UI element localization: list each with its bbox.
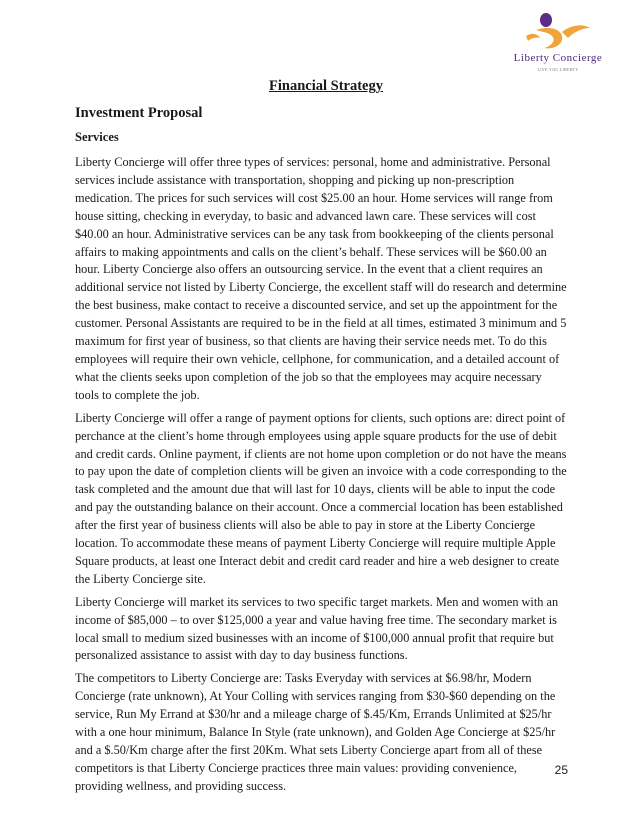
subsection-heading: Services <box>75 130 119 144</box>
paragraph-markets: Liberty Concierge will market its services to two specific target markets. Men and women with an income of $85,000 – to over $125,000 a year and value having free time. The secondary market is local small to medium sized businesses with an income of $100,000 annual profit that require but personalized assistance to assist with day to day business functions. <box>75 594 559 663</box>
company-logo <box>498 10 618 80</box>
paragraph-competitors: The competitors to Liberty Concierge are: Tasks Everyday with services at $6.98/hr, Modern Concierge (rate unknown), At Your Colling with services ranging from $30-$60 depending on the service, Run My Errand at $30/hr and a mileage charge of $.45/Km, Errands Unlimited at $25/hr with a one hour minimum, Balance In Style (rate unknown), and Golden Age Concierge at $25/hr and a $.50/Km charge after the first 20Km. What sets Liberty Concierge apart from all of these competitors is that Liberty Concierge practices three main values: providing convenience, providing wellness, and providing success. <box>75 671 556 793</box>
body-text <box>75 154 567 801</box>
page-title <box>0 78 638 95</box>
logo-tagline: LIVE YOU LIBERTY <box>537 67 579 72</box>
paragraph-payment: Liberty Concierge will offer a range of payment options for clients, such options are: direct point of perchance at the client’s home through employees using apple square products for the use of debit and credit cards. Online payment, if clients are not home upon completion or do not have the means to pay upon the date of completion clients will be given an invoice with a code corresponding to the task completed and the amount due that will last for 10 days, clients will be able to input the code and pay the outstanding balance on their account. Once a commercial location has been established after the first year of business clients will also be able to pay in store at the Liberty Concierge location. To accommodate these means of payment Liberty Concierge will require multiple Apple Square products, at least one Interact debit and credit card reader and hire a web designer to create the Liberty Concierge site. <box>75 410 567 586</box>
section-heading: Investment Proposal <box>75 105 203 121</box>
page-title-text: Financial Strategy <box>269 78 383 94</box>
page-number: 25 <box>554 763 568 777</box>
logo-wordmark: Liberty Concierge <box>513 52 603 64</box>
logo-mark-icon <box>498 10 618 54</box>
paragraph-services: Liberty Concierge will offer three types of services: personal, home and administrative. Personal services include assistance with transportation, shopping and picking up non-prescription medication. The prices for such services will cost $25.00 an hour. Home services will range from house sitting, checking in everyday, to basic and advanced lawn care. These services will cost $40.00 an hour. Administrative services can be any task from bookkeeping of the clients personal affairs to making appointments and calls on the client’s behalf. These services will be $60.00 an hour. Liberty Concierge also offers an outsourcing service. In the event that a client requires an additional service not listed by Liberty Concierge, the excellent staff will do research and determine the best business, make contact to receive a discounted service, and set up the appointment for the customer. Personal Assistants are required to be in the field at all times, estimated 3 minimum and 5 maximum for first year of business, so that clients are having their service needs met. To do this employees will require their own vehicle, cellphone, for communication, and a detailed account of what the clients seeks upon completion of the job so that the employees may acquire necessary tools to complete the job. <box>75 155 567 402</box>
